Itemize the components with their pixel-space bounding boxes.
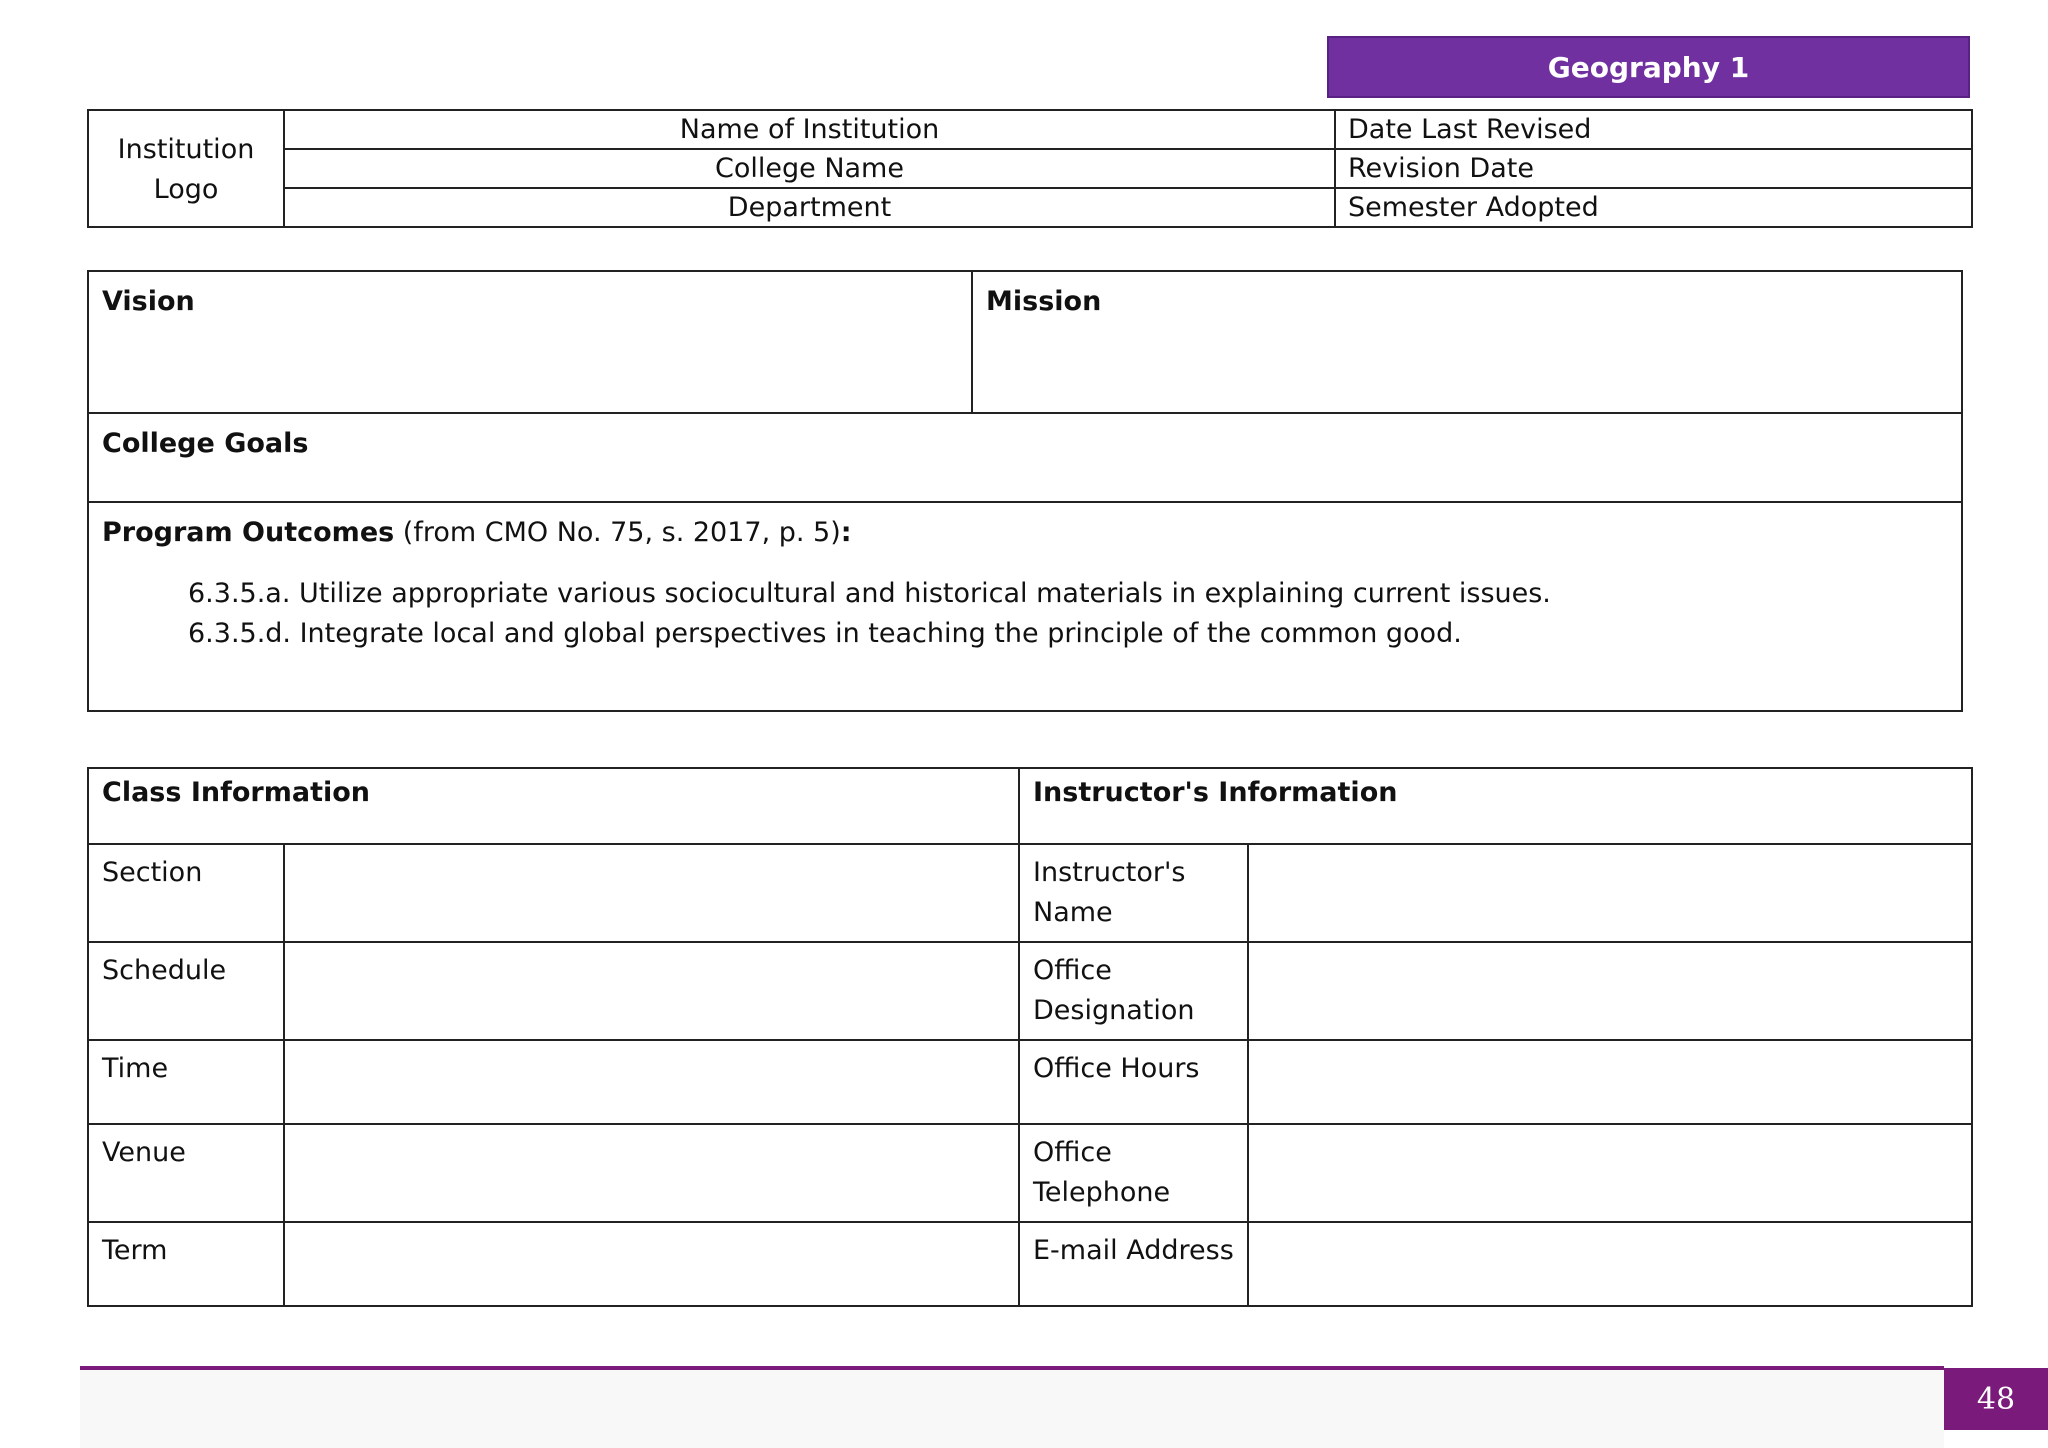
college-name: College Name: [284, 149, 1335, 188]
logo-label-line2: Logo: [153, 173, 219, 205]
time-label: Time: [88, 1040, 284, 1124]
instructor-name-value: [1248, 844, 1972, 942]
class-instructor-info-table: [87, 767, 1973, 1307]
term-label: Term: [88, 1222, 284, 1306]
section-value: [284, 844, 1019, 942]
section-label: Section: [88, 844, 284, 942]
institution-logo-placeholder: [88, 110, 284, 227]
footer-band: [80, 1370, 1944, 1448]
name-of-institution: Name of Institution: [284, 110, 1335, 149]
instructor-name-label: Instructor's Name: [1019, 844, 1248, 942]
program-outcomes-cell: [88, 502, 1962, 711]
email-address-label: E-mail Address: [1019, 1222, 1248, 1306]
mission-cell: Mission: [972, 271, 1962, 413]
class-information-heading: Class Information: [88, 768, 1019, 844]
date-last-revised: Date Last Revised: [1335, 110, 1972, 149]
logo-label-line1: Institution: [117, 133, 255, 165]
office-designation-value: [1248, 942, 1972, 1040]
vision-mission-table: [87, 270, 1963, 712]
program-outcome-item: 6.3.5.d. Integrate local and global perspectives in teaching the principle of the common good.: [188, 618, 1462, 649]
venue-value: [284, 1124, 1019, 1222]
term-value: [284, 1222, 1019, 1306]
footer-divider: [80, 1366, 1944, 1370]
course-title-badge: Geography 1: [1327, 36, 1970, 98]
office-hours-label: Office Hours: [1019, 1040, 1248, 1124]
page-number: 48: [1944, 1368, 2048, 1430]
revision-date: Revision Date: [1335, 149, 1972, 188]
college-goals-cell: College Goals: [88, 413, 1962, 502]
schedule-label: Schedule: [88, 942, 284, 1040]
program-outcomes-list: [102, 574, 1948, 654]
office-designation-label: Office Designation: [1019, 942, 1248, 1040]
program-outcome-item: 6.3.5.a. Utilize appropriate various sociocultural and historical materials in explaining current issues.: [188, 578, 1551, 609]
office-telephone-label: Office Telephone: [1019, 1124, 1248, 1222]
venue-label: Venue: [88, 1124, 284, 1222]
program-outcomes-source: (from CMO No. 75, s. 2017, p. 5): [394, 517, 841, 548]
program-outcomes-label: Program Outcomes: [102, 517, 395, 548]
schedule-value: [284, 942, 1019, 1040]
institution-header-table: [87, 109, 1973, 228]
semester-adopted: Semester Adopted: [1335, 188, 1972, 227]
office-telephone-value: [1248, 1124, 1972, 1222]
program-outcomes-colon: :: [840, 517, 852, 548]
vision-cell: Vision: [88, 271, 972, 413]
office-hours-value: [1248, 1040, 1972, 1124]
department: Department: [284, 188, 1335, 227]
time-value: [284, 1040, 1019, 1124]
email-address-value: [1248, 1222, 1972, 1306]
instructor-information-heading: Instructor's Information: [1019, 768, 1972, 844]
